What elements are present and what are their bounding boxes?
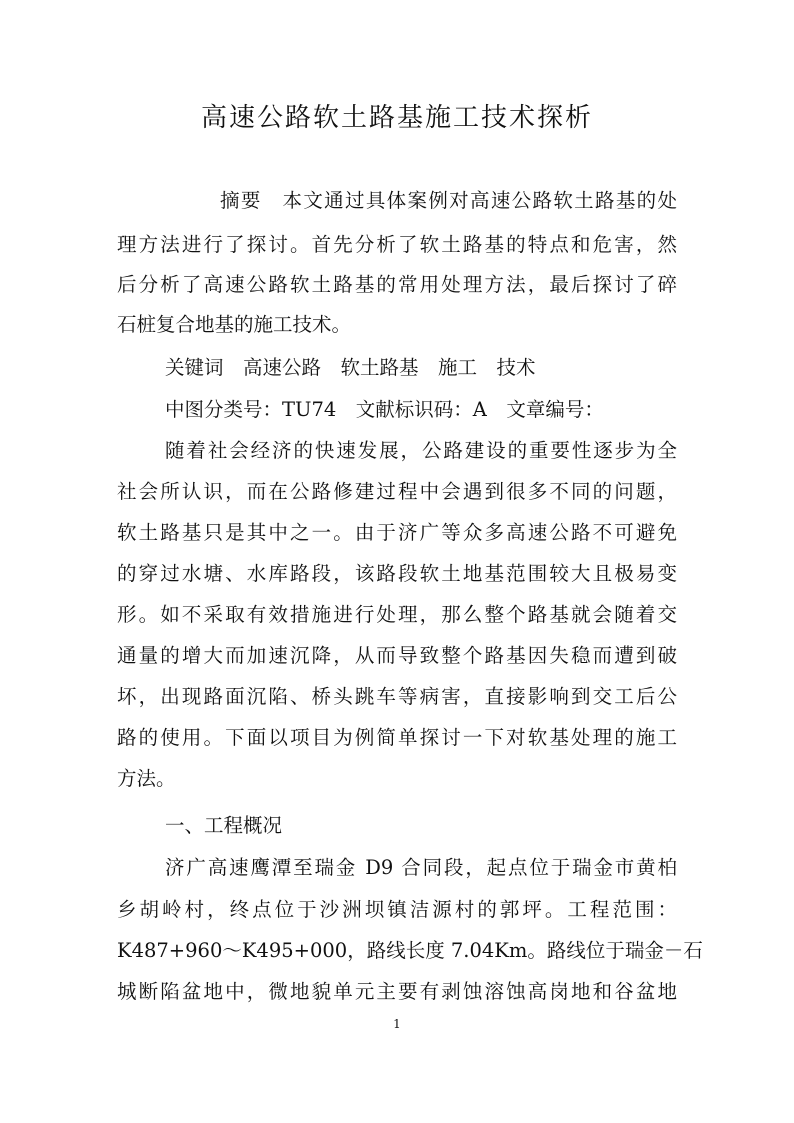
body-line: 路的使用。下面以项目为例简单探讨一下对软基处理的施工	[117, 726, 677, 749]
classification-line: 中图分类号：TU74 文献标识码：A 文章编号：	[165, 398, 604, 421]
document-title: 高速公路软土路基施工技术探析	[200, 103, 593, 133]
body-line: 坏，出现路面沉陷、桥头跳车等病害，直接影响到交工后公	[117, 685, 677, 708]
abstract-line: 石桩复合地基的施工技术。	[117, 313, 352, 336]
keywords-line: 关键词 高速公路 软土路基 施工 技术	[165, 356, 536, 379]
abstract-line: 摘要 本文通过具体案例对高速公路软土路基的处	[220, 189, 677, 212]
abstract-line: 理方法进行了探讨。首先分析了软土路基的特点和危害，然	[117, 233, 677, 256]
body-line: K487+960～K495+000，路线长度 7.04Km。路线位于瑞金－石	[117, 939, 703, 962]
body-line: 通量的增大而加速沉降，从而导致整个路基因失稳而遭到破	[117, 644, 677, 667]
section-heading: 一、工程概况	[165, 814, 283, 837]
page-number: 1	[393, 1017, 401, 1031]
body-line: 的穿过水塘、水库路段，该路段软土地基范围较大且极易变	[117, 562, 677, 585]
body-line: 随着社会经济的快速发展，公路建设的重要性逐步为全	[165, 439, 677, 462]
body-line: 城断陷盆地中，微地貌单元主要有剥蚀溶蚀高岗地和谷盆地	[117, 980, 677, 1003]
body-line: 形。如不采取有效措施进行处理，那么整个路基就会随着交	[117, 603, 677, 626]
body-line: 方法。	[117, 767, 176, 790]
body-line: 社会所认识，而在公路修建过程中会遇到很多不同的问题，	[117, 480, 677, 503]
body-line: 济广高速鹰潭至瑞金 D9 合同段，起点位于瑞金市黄柏	[165, 856, 677, 879]
body-line: 软土路基只是其中之一。由于济广等众多高速公路不可避免	[117, 521, 677, 544]
abstract-line: 后分析了高速公路软土路基的常用处理方法，最后探讨了碎	[117, 273, 677, 296]
body-line: 乡胡岭村，终点位于沙洲坝镇洁源村的郭坪。工程范围：	[117, 898, 677, 921]
